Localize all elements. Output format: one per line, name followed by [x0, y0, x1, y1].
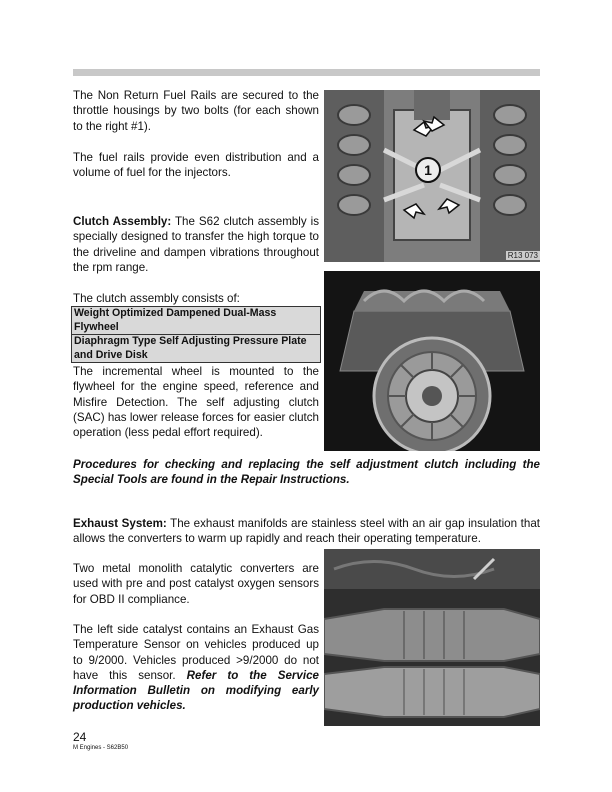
callout-number: 1	[424, 162, 432, 178]
incremental-wheel-paragraph: The incremental wheel is mounted to the flywheel for the engine speed, reference and Misfire Detection. The self adjusting clutch (SAC) has lower release forces for easier clutch operation (less pedal effort required).	[73, 365, 319, 440]
clutch-assembly-photo	[324, 271, 540, 451]
fuel-rails-paragraph: The Non Return Fuel Rails are secured to the throttle housings by two bolts (for each shown to the right #1).	[73, 89, 319, 133]
exhaust-catalyst-photo	[324, 549, 540, 726]
page-number: 24	[73, 730, 87, 744]
clutch-paragraph	[73, 214, 319, 275]
clutch-heading: Clutch Assembly:	[73, 215, 172, 228]
exhaust-intro: The exhaust manifolds are stainless steel with an air gap insulation that allows the converters to warm up rapidly and reach their operating temperature.	[73, 517, 540, 546]
clutch-intro: The S62 clutch assembly is specially designed to transfer the high torque to the driveline and dampen vibrations throughout the rpm range.	[73, 215, 319, 274]
clutch-components-box	[71, 306, 321, 363]
figure-reference: R13 073	[507, 251, 538, 260]
exhaust-paragraph	[73, 516, 540, 547]
clutch-consists: The clutch assembly consists of:	[73, 292, 240, 305]
fuel-distribution-paragraph: The fuel rails provide even distribution and a volume of fuel for the injectors.	[73, 151, 319, 180]
catalytic-converter-paragraph: Two metal monolith catalytic converters are used with pre and post catalyst oxygen sensors for OBD II compliance.	[73, 562, 319, 606]
clutch-component-2: Diaphragm Type Self Adjusting Pressure Plate and Drive Disk	[74, 335, 307, 361]
egt-sensor-text: The left side catalyst contains an Exhaust Gas Temperature Sensor on vehicles produced up to 9/2000. Vehicles produced >9/2000 do not have this sensor.	[73, 623, 319, 682]
egt-sensor-paragraph	[73, 622, 319, 714]
service-bulletin-note: Refer to the Service Information Bulletin on modifying early production vehicles.	[73, 668, 319, 713]
footer-text: M Engines - S62B50	[73, 745, 129, 751]
clutch-component-1: Weight Optimized Dampened Dual-Mass Flywheel	[72, 307, 320, 335]
clutch-procedures-note: Procedures for checking and replacing the self adjustment clutch including the Special Tools are found in the Repair Instructions.	[73, 458, 540, 487]
header-rule	[73, 69, 540, 76]
exhaust-heading: Exhaust System:	[73, 517, 167, 530]
fuel-rail-photo	[324, 90, 540, 262]
